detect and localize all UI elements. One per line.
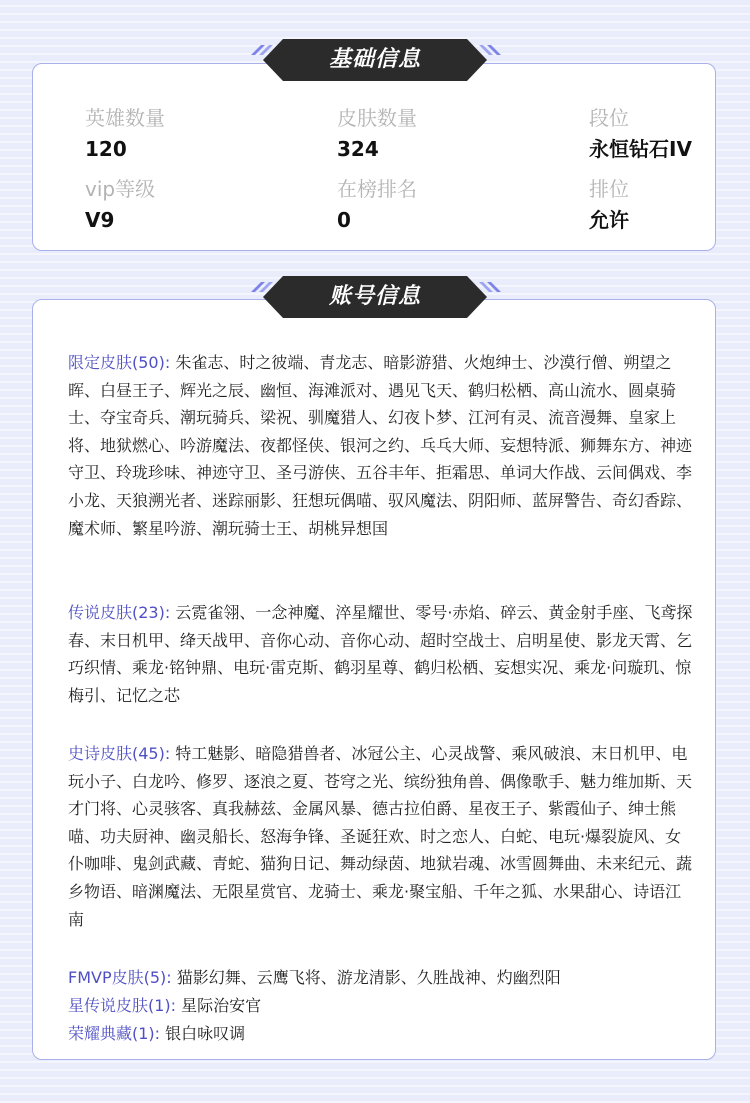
stat-label: 在榜排名 — [337, 177, 417, 201]
glory-collection-section — [68, 1020, 696, 1048]
stat-skin-count — [337, 104, 537, 163]
stat-value: 永恒钻石IV — [589, 137, 692, 161]
epic-skins-section — [68, 740, 696, 933]
fmvp-skins-label: FMVP皮肤(5): — [68, 968, 172, 987]
stat-leaderboard-rank — [337, 175, 537, 234]
limited-skins-section — [68, 349, 696, 542]
stat-vip-level — [85, 175, 285, 234]
star-legend-skins-list: 星际治安官 — [181, 996, 262, 1015]
star-legend-skins-section — [68, 992, 696, 1020]
basic-info-card — [32, 63, 716, 251]
star-legend-skins-label: 星传说皮肤(1): — [68, 996, 177, 1015]
stat-value: 0 — [337, 208, 351, 232]
legend-skins-section — [68, 599, 696, 709]
stat-value: 允许 — [589, 208, 629, 232]
stat-label: 排位 — [589, 177, 629, 201]
epic-skins-list: 特工魅影、暗隐猎兽者、冰冠公主、心灵战警、乘风破浪、末日机甲、电玩小子、白龙吟、修罗、逐浪之夏、苍穹之光、缤纷独角兽、偶像歌手、魅力维加斯、天才门将、心灵骇客、真我赫兹、金属风暴、德古拉伯爵、星夜王子、紫霞仙子、绅士熊喵、功夫厨神、幽灵船长、怒海争锋、圣诞狂欢、时之恋人、白蛇、电玩·爆裂旋风、女仆咖啡、鬼剑武藏、青蛇、猫狗日记、舞动绿茵、地狱岩魂、冰雪圆舞曲、未来纪元、蔬乡物语、暗渊魔法、无限星赏官、龙骑士、乘龙·聚宝船、千年之狐、水果甜心、诗语江南 — [68, 744, 693, 929]
fmvp-skins-section — [68, 964, 696, 992]
legend-skins-label: 传说皮肤(23): — [68, 603, 171, 622]
epic-skins-label: 史诗皮肤(45): — [68, 744, 171, 763]
stat-label: 英雄数量 — [85, 106, 165, 130]
stat-rank-tier — [589, 104, 750, 163]
stat-hero-count — [85, 104, 285, 163]
stat-value: V9 — [85, 208, 115, 232]
stat-label: 段位 — [589, 106, 629, 130]
fmvp-skins-list: 猫影幻舞、云鹰飞将、游龙清影、久胜战神、灼幽烈阳 — [176, 968, 561, 987]
legend-skins-list: 云霓雀翎、一念神魔、淬星耀世、零号·赤焰、碎云、黄金射手座、飞鸢探春、末日机甲、绛天战甲、音你心动、音你心动、超时空战士、启明星使、影龙天霄、乞巧织情、乘龙·铭钟鼎、电玩·雷克斯、鹤羽星尊、鹤归松栖、妄想实况、乘龙·问璇玑、惊梅引、记忆之芯 — [68, 603, 693, 705]
limited-skins-label: 限定皮肤(50): — [68, 353, 171, 372]
stat-label: vip等级 — [85, 177, 156, 201]
account-info-title: 账号信息 — [328, 284, 421, 309]
stat-value: 120 — [85, 137, 127, 161]
basic-info-banner — [247, 37, 503, 87]
stat-label: 皮肤数量 — [337, 106, 417, 130]
stat-ranked-allowed — [589, 175, 750, 234]
glory-collection-label: 荣耀典藏(1): — [68, 1024, 161, 1043]
glory-collection-list: 银白咏叹调 — [165, 1024, 246, 1043]
limited-skins-list: 朱雀志、时之彼端、青龙志、暗影游猎、火炮绅士、沙漠行僧、朔望之晖、白昼王子、辉光之辰、幽恒、海滩派对、遇见飞天、鹤归松栖、高山流水、圆桌骑士、夺宝奇兵、潮玩骑兵、梁祝、驯魔猎人、幻夜卜梦、江河有灵、流音漫舞、皇家上将、地狱燃心、吟游魔法、夜都怪侠、银河之约、乓乓大师、妄想特派、狮舞东方、神迹守卫、玲珑珍味、神迹守卫、圣弓游侠、五谷丰年、拒霜思、单词大作战、云间偶戏、李小龙、天狼溯光者、迷踪丽影、狂想玩偶喵、驭风魔法、阴阳师、蓝屏警告、奇幻香踪、魔术师、繁星吟游、潮玩骑士王、胡桃异想国 — [68, 353, 693, 538]
basic-info-title: 基础信息 — [328, 47, 421, 72]
account-info-banner — [247, 274, 503, 324]
stat-value: 324 — [337, 137, 379, 161]
